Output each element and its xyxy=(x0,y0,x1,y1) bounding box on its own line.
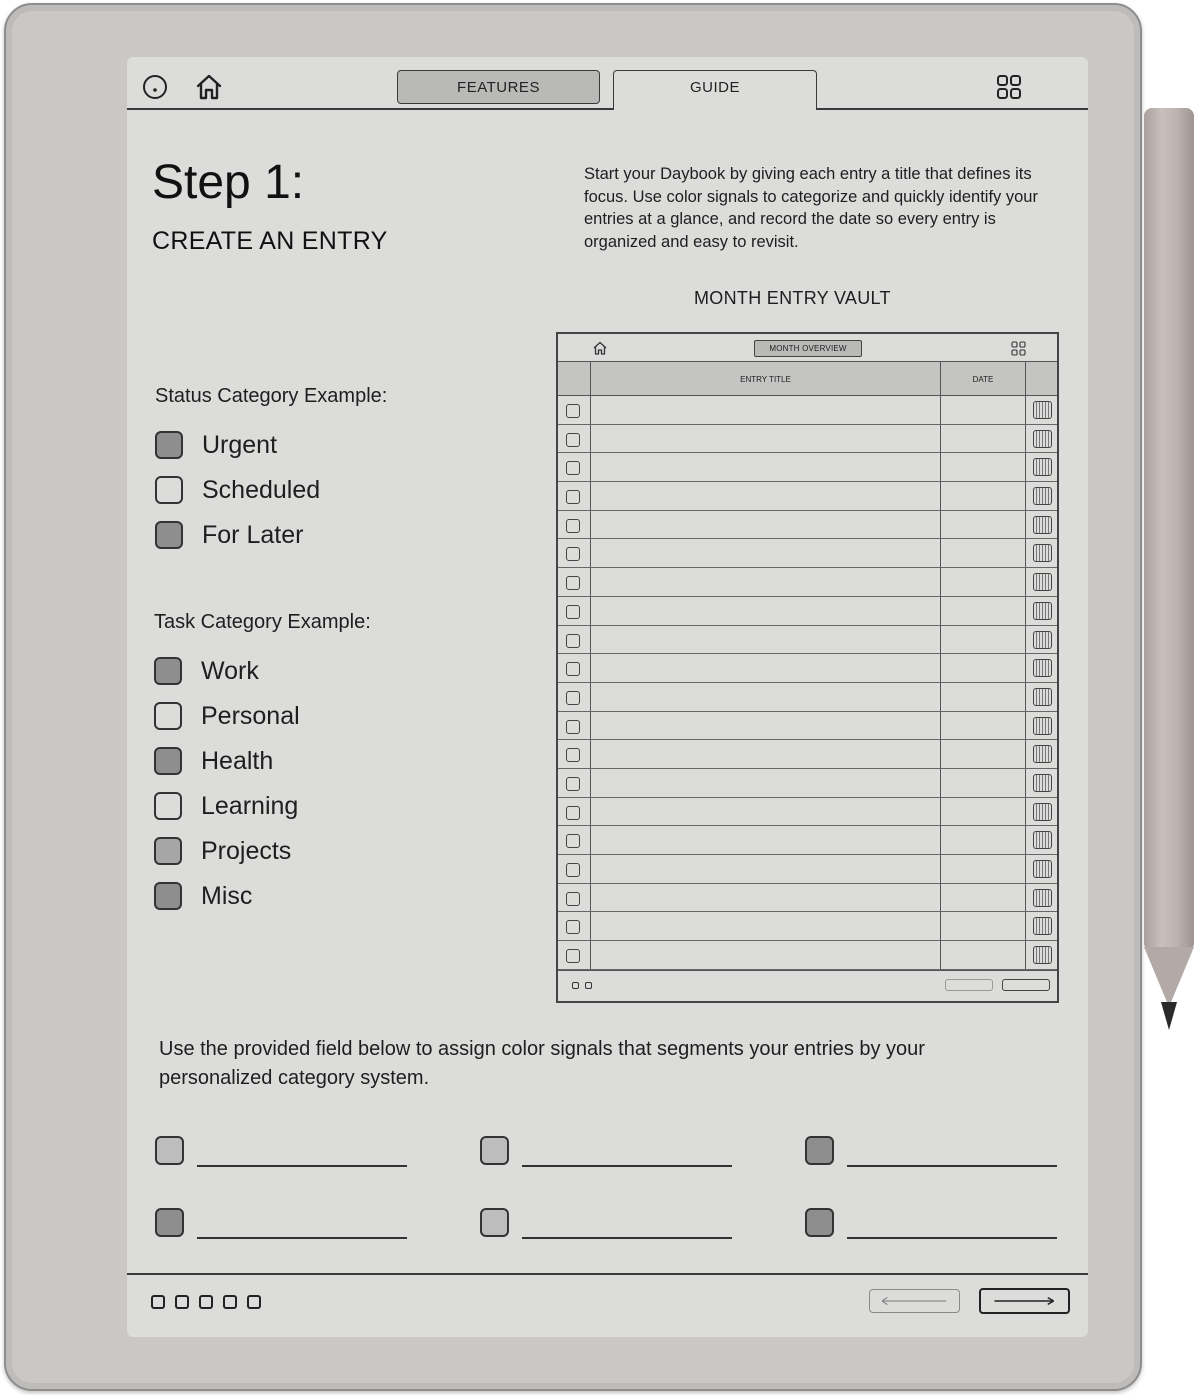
category-label: Learning xyxy=(201,791,299,820)
color-signal-checkbox[interactable] xyxy=(155,476,183,504)
calendar-icon xyxy=(1033,717,1052,735)
vault-row-checkbox xyxy=(566,576,580,590)
arrow-left-icon[interactable] xyxy=(869,1289,960,1313)
vault-row-date xyxy=(940,826,1026,854)
vault-row-title xyxy=(590,453,940,481)
vault-home-icon xyxy=(592,340,608,356)
task-item[interactable] xyxy=(154,835,291,867)
category-label: Personal xyxy=(201,701,300,730)
calendar-icon xyxy=(1033,602,1052,620)
vault-row-title xyxy=(590,482,940,510)
calendar-icon xyxy=(1033,745,1052,763)
grid-icon[interactable] xyxy=(995,73,1023,101)
calendar-icon xyxy=(1033,430,1052,448)
vault-row-date xyxy=(940,740,1026,768)
vault-row-checkbox xyxy=(566,691,580,705)
calendar-icon xyxy=(1033,860,1052,878)
vault-next-arrow-icon xyxy=(1002,979,1050,991)
calendar-icon xyxy=(1033,774,1052,792)
signal-field[interactable] xyxy=(480,1208,732,1237)
vault-row-date xyxy=(940,683,1026,711)
signal-write-line[interactable] xyxy=(847,1237,1057,1239)
calendar-icon xyxy=(1033,544,1052,562)
vault-row-title xyxy=(590,539,940,567)
signal-write-line[interactable] xyxy=(847,1165,1057,1167)
vault-row xyxy=(558,826,1057,855)
vault-row-checkbox xyxy=(566,863,580,877)
intro-text: Start your Daybook by giving each entry a title that defines its focus. Use color signals to categorize and quickly identify your entries at a glance, and record the date so every entry is organized and easy to revisit. xyxy=(584,165,1038,251)
vault-row-date xyxy=(940,912,1026,940)
vault-row-date xyxy=(940,884,1026,912)
task-heading: Task Category Example: xyxy=(154,611,371,633)
vault-row xyxy=(558,712,1057,741)
calendar-icon xyxy=(1033,458,1052,476)
page-dot[interactable] xyxy=(223,1295,237,1309)
vault-footer xyxy=(558,970,1057,1003)
vault-caption: MONTH ENTRY VAULT xyxy=(694,288,891,308)
vault-row-checkbox xyxy=(566,920,580,934)
calendar-icon xyxy=(1033,401,1052,419)
task-item[interactable] xyxy=(154,790,298,822)
vault-row-checkbox xyxy=(566,720,580,734)
signal-field[interactable] xyxy=(805,1208,1057,1237)
vault-row-title xyxy=(590,425,940,453)
signal-checkbox[interactable] xyxy=(155,1136,184,1165)
vault-row xyxy=(558,884,1057,913)
vault-row-date xyxy=(940,482,1026,510)
task-item[interactable] xyxy=(154,745,273,777)
status-item[interactable] xyxy=(155,429,277,461)
stylus-pen xyxy=(1144,108,1194,948)
vault-row-checkbox xyxy=(566,519,580,533)
vault-row-date xyxy=(940,798,1026,826)
color-signal-checkbox[interactable] xyxy=(155,521,183,549)
vault-row-checkbox xyxy=(566,490,580,504)
color-signal-checkbox[interactable] xyxy=(154,702,182,730)
vault-row-date xyxy=(940,396,1026,424)
vault-row-checkbox xyxy=(566,662,580,676)
screen xyxy=(127,57,1088,1337)
vault-row xyxy=(558,482,1057,511)
task-item[interactable] xyxy=(154,655,259,687)
signal-write-line[interactable] xyxy=(522,1237,732,1239)
vault-row xyxy=(558,425,1057,454)
vault-row-date xyxy=(940,425,1026,453)
signal-write-line[interactable] xyxy=(522,1165,732,1167)
vault-row xyxy=(558,912,1057,941)
vault-row-date xyxy=(940,539,1026,567)
signal-field[interactable] xyxy=(805,1136,1057,1165)
vault-row-checkbox xyxy=(566,892,580,906)
vault-prev-arrow-icon xyxy=(945,979,993,991)
vault-row xyxy=(558,855,1057,884)
vault-row-checkbox xyxy=(566,834,580,848)
calendar-icon xyxy=(1033,516,1052,534)
calendar-icon xyxy=(1033,803,1052,821)
vault-row-title xyxy=(590,941,940,969)
vault-row-date xyxy=(940,769,1026,797)
calendar-icon xyxy=(1033,688,1052,706)
calendar-icon xyxy=(1033,487,1052,505)
vault-row xyxy=(558,769,1057,798)
vault-row-checkbox xyxy=(566,605,580,619)
color-signal-checkbox[interactable] xyxy=(155,431,183,459)
vault-row-checkbox xyxy=(566,433,580,447)
vault-row-title xyxy=(590,396,940,424)
vault-row-title xyxy=(590,597,940,625)
vault-row xyxy=(558,511,1057,540)
task-item[interactable] xyxy=(154,880,252,912)
vault-row-date xyxy=(940,654,1026,682)
vault-row xyxy=(558,396,1057,425)
vault-preview xyxy=(556,332,1059,1003)
vault-tab-month-overview: MONTH OVERVIEW xyxy=(754,340,862,357)
stylus-cone xyxy=(1144,947,1194,1007)
vault-row xyxy=(558,568,1057,597)
vault-row-checkbox xyxy=(566,949,580,963)
vault-row-date xyxy=(940,511,1026,539)
vault-row xyxy=(558,539,1057,568)
vault-row xyxy=(558,453,1057,482)
vault-row-title xyxy=(590,740,940,768)
color-signal-checkbox[interactable] xyxy=(154,657,182,685)
page-dot[interactable] xyxy=(151,1295,165,1309)
vault-row-title xyxy=(590,884,940,912)
vault-row-title xyxy=(590,511,940,539)
vault-page-dot xyxy=(585,982,592,989)
home-icon[interactable] xyxy=(195,73,223,101)
vault-row xyxy=(558,597,1057,626)
page-dot[interactable] xyxy=(247,1295,261,1309)
vault-rows xyxy=(558,396,1057,970)
page-dot[interactable] xyxy=(175,1295,189,1309)
vault-row-date xyxy=(940,712,1026,740)
vault-col-date: DATE xyxy=(940,362,1026,396)
vault-row-date xyxy=(940,453,1026,481)
vault-row xyxy=(558,798,1057,827)
color-signal-checkbox[interactable] xyxy=(154,837,182,865)
signal-write-line[interactable] xyxy=(197,1237,407,1239)
signal-field[interactable] xyxy=(155,1208,407,1237)
vault-row xyxy=(558,941,1057,970)
calendar-icon xyxy=(1033,659,1052,677)
color-signal-checkbox[interactable] xyxy=(154,747,182,775)
page-dot[interactable] xyxy=(199,1295,213,1309)
signal-field[interactable] xyxy=(155,1136,407,1165)
arrow-right-icon[interactable] xyxy=(979,1288,1070,1314)
calendar-icon xyxy=(1033,889,1052,907)
calendar-icon xyxy=(1033,917,1052,935)
vault-row-date xyxy=(940,597,1026,625)
vault-row-title xyxy=(590,626,940,654)
status-heading: Status Category Example: xyxy=(155,385,388,407)
vault-row-checkbox xyxy=(566,461,580,475)
color-signal-checkbox[interactable] xyxy=(154,882,182,910)
vault-row-checkbox xyxy=(566,634,580,648)
vault-row-date xyxy=(940,626,1026,654)
vault-row-date xyxy=(940,855,1026,883)
vault-header xyxy=(558,334,1057,362)
signal-checkbox[interactable] xyxy=(805,1136,834,1165)
status-item[interactable] xyxy=(155,474,320,506)
category-label: For Later xyxy=(202,520,304,549)
color-signal-checkbox[interactable] xyxy=(154,792,182,820)
signal-checkbox[interactable] xyxy=(805,1208,834,1237)
signal-write-line[interactable] xyxy=(197,1165,407,1167)
signal-checkbox[interactable] xyxy=(155,1208,184,1237)
top-bar-divider xyxy=(127,108,1088,110)
category-label: Work xyxy=(201,656,259,685)
vault-row-date xyxy=(940,941,1026,969)
top-bar xyxy=(127,57,1088,109)
vault-row xyxy=(558,740,1057,769)
vault-row-checkbox xyxy=(566,806,580,820)
vault-row-title xyxy=(590,855,940,883)
category-label: Urgent xyxy=(202,430,278,459)
vault-row-title xyxy=(590,712,940,740)
task-item[interactable] xyxy=(154,700,300,732)
vault-row xyxy=(558,654,1057,683)
bottom-bar xyxy=(127,1273,1088,1337)
category-label: Projects xyxy=(201,836,292,865)
category-label: Health xyxy=(201,746,274,775)
vault-row-checkbox xyxy=(566,748,580,762)
vault-row-title xyxy=(590,769,940,797)
tab-features[interactable]: FEATURES xyxy=(397,70,600,104)
vault-row-checkbox xyxy=(566,547,580,561)
category-label: Misc xyxy=(201,881,253,910)
vault-row-checkbox xyxy=(566,777,580,791)
vault-row-title xyxy=(590,683,940,711)
signal-instructions: Use the provided field below to assign color signals that segments your entries by your personalized category system. xyxy=(159,1038,925,1089)
page-title: Step 1: xyxy=(152,156,305,209)
calendar-icon xyxy=(1033,573,1052,591)
calendar-icon xyxy=(1033,631,1052,649)
vault-column-header xyxy=(558,362,1057,396)
status-item[interactable] xyxy=(155,519,303,551)
category-label: Scheduled xyxy=(202,475,321,504)
tab-guide[interactable]: GUIDE xyxy=(613,70,817,110)
vault-row xyxy=(558,626,1057,655)
vault-grid-icon xyxy=(1011,341,1026,356)
page-subtitle: CREATE AN ENTRY xyxy=(152,227,388,255)
vault-col-entry-title: ENTRY TITLE xyxy=(590,362,940,396)
vault-row-title xyxy=(590,826,940,854)
vault-page-dot xyxy=(572,982,579,989)
circle-dot-icon[interactable] xyxy=(141,73,169,101)
signal-checkbox[interactable] xyxy=(480,1136,509,1165)
signal-field[interactable] xyxy=(480,1136,732,1165)
vault-row-date xyxy=(940,568,1026,596)
stylus-tip xyxy=(1161,1002,1177,1030)
calendar-icon xyxy=(1033,946,1052,964)
vault-row-checkbox xyxy=(566,404,580,418)
vault-row-title xyxy=(590,654,940,682)
vault-row xyxy=(558,683,1057,712)
vault-row-title xyxy=(590,912,940,940)
vault-row-title xyxy=(590,798,940,826)
signal-checkbox[interactable] xyxy=(480,1208,509,1237)
vault-row-title xyxy=(590,568,940,596)
calendar-icon xyxy=(1033,831,1052,849)
